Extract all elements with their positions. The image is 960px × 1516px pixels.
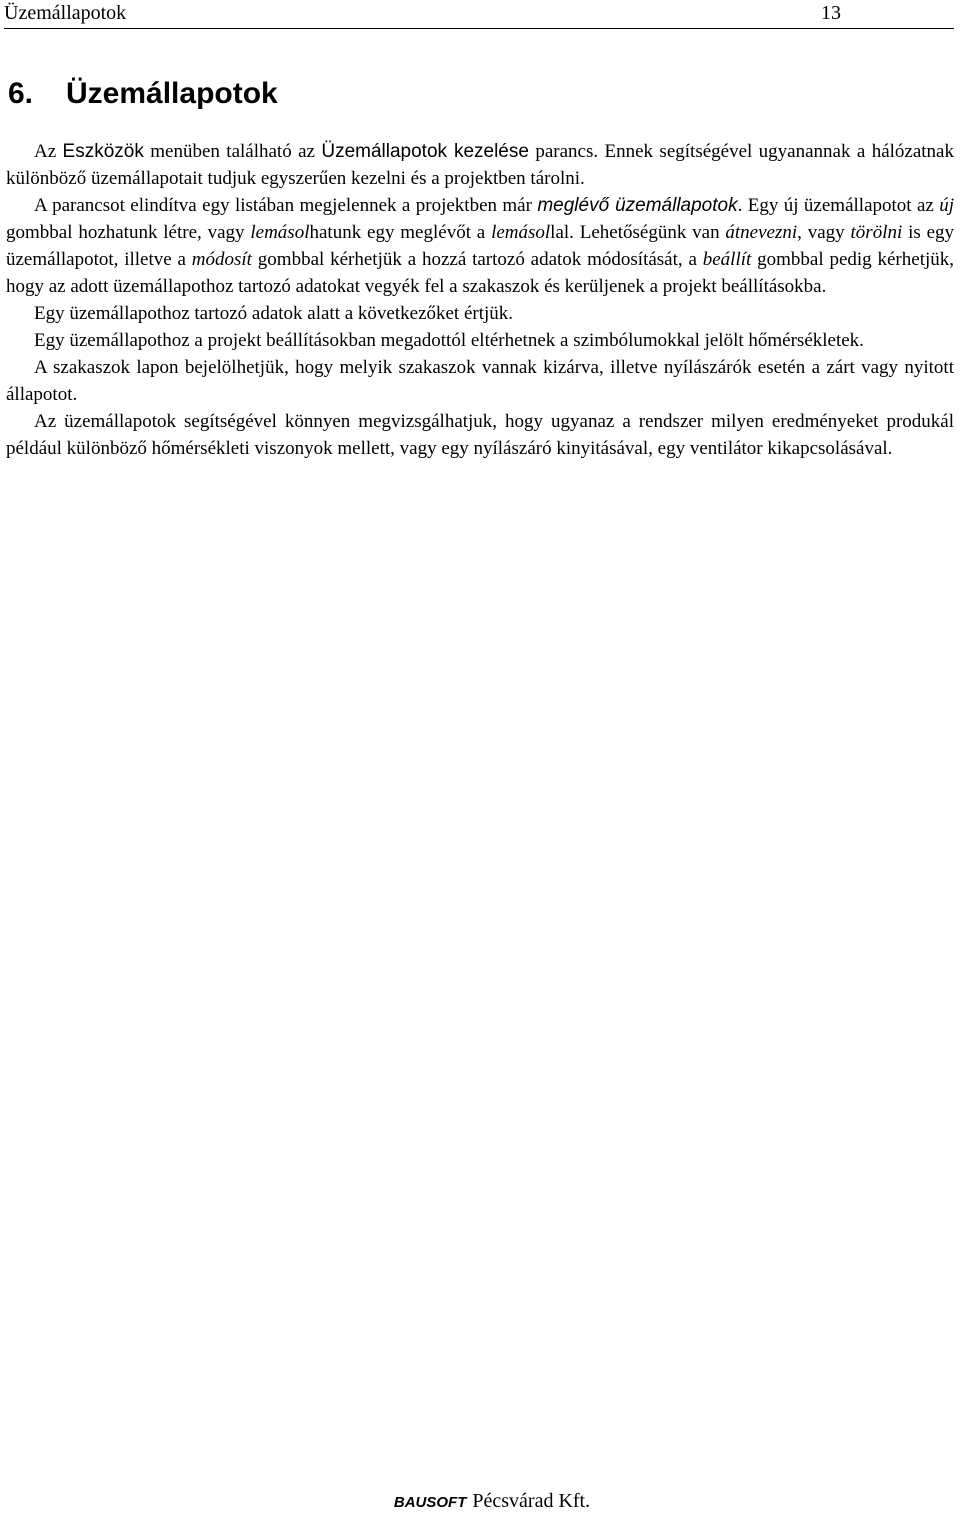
- text-run: parancs. Ennek segítségével ugyanannak a hálózatnak különböző üzemállapotait tudjuk egyszerűen kezelni és a projektben tárolni.: [6, 141, 954, 189]
- footer-company: Pécsvárad Kft.: [472, 1490, 591, 1512]
- text-run: . Egy új üzemállapotot az: [737, 195, 940, 216]
- paragraph-data-definition: [6, 300, 954, 327]
- text-run: Üzemállapotok kezelése: [321, 141, 529, 162]
- running-title: Üzemállapotok: [4, 2, 127, 24]
- paragraph-sections: [6, 354, 954, 408]
- paragraph-intro: [6, 138, 954, 192]
- text-run: meglévő üzemállapotok: [537, 195, 738, 216]
- text-run: A szakaszok lapon bejelölhetjük, hogy melyik szakaszok vannak kizárva, illetve nyílászárók esetén a zárt vagy nyitott állapotot.: [6, 357, 954, 405]
- text-run: módosít: [191, 249, 252, 270]
- text-run: gombbal kérhetjük a hozzá tartozó adatok módosítását, a: [251, 249, 703, 270]
- text-run: gombbal pedig kérhetjük, hogy az adott üzemállapothoz tartozó adatokat vegyék fel a szakaszok és kerüljenek a projekt beállításokba.: [6, 249, 954, 297]
- paragraph-temperatures: [6, 327, 954, 354]
- text-run: átnevezni: [725, 222, 798, 243]
- body-text: [6, 138, 954, 462]
- text-run: beállít: [702, 249, 752, 270]
- text-run: lemásol: [250, 222, 310, 243]
- text-run: A parancsot elindítva egy listában megjelennek a projektben már: [34, 195, 538, 216]
- text-run: lal. Lehetőségünk van: [550, 222, 726, 243]
- text-run: lemásol: [491, 222, 551, 243]
- paragraph-summary: [6, 408, 954, 462]
- text-run: törölni: [850, 222, 903, 243]
- text-run: Eszközök: [62, 141, 144, 162]
- text-run: is egy üzemállapotot, illetve a: [6, 222, 955, 270]
- text-run: Egy üzemállapothoz tartozó adatok alatt a következőket értjük.: [34, 303, 514, 324]
- page-number: 13: [821, 2, 841, 24]
- text-run: Az üzemállapotok segítségével könnyen megvizsgálhatjuk, hogy ugyanaz a rendszer milyen eredményeket produkál például különböző hőmérsékleti viszonyok mellett, vagy egy nyílászáró kinyitásával, egy ventilátor kikapcsolásával.: [6, 411, 954, 459]
- page-header: [4, 0, 954, 29]
- bausoft-logo: BAUSOFT: [393, 1494, 467, 1511]
- paragraph-list-description: [6, 192, 954, 300]
- section-heading: [8, 74, 278, 114]
- text-run: új: [939, 195, 954, 216]
- text-run: Egy üzemállapothoz a projekt beállításokban megadottól eltérhetnek a szimbólumokkal jelölt hőmérsékletek.: [34, 330, 864, 351]
- text-run: hatunk egy meglévőt a: [309, 222, 492, 243]
- text-run: Az: [34, 141, 63, 162]
- section-title: Üzemállapotok: [66, 77, 278, 110]
- text-run: menüben található az: [143, 141, 322, 162]
- section-number: 6.: [8, 77, 34, 110]
- text-run: gombbal hozhatunk létre, vagy: [6, 222, 251, 243]
- text-run: , vagy: [797, 222, 851, 243]
